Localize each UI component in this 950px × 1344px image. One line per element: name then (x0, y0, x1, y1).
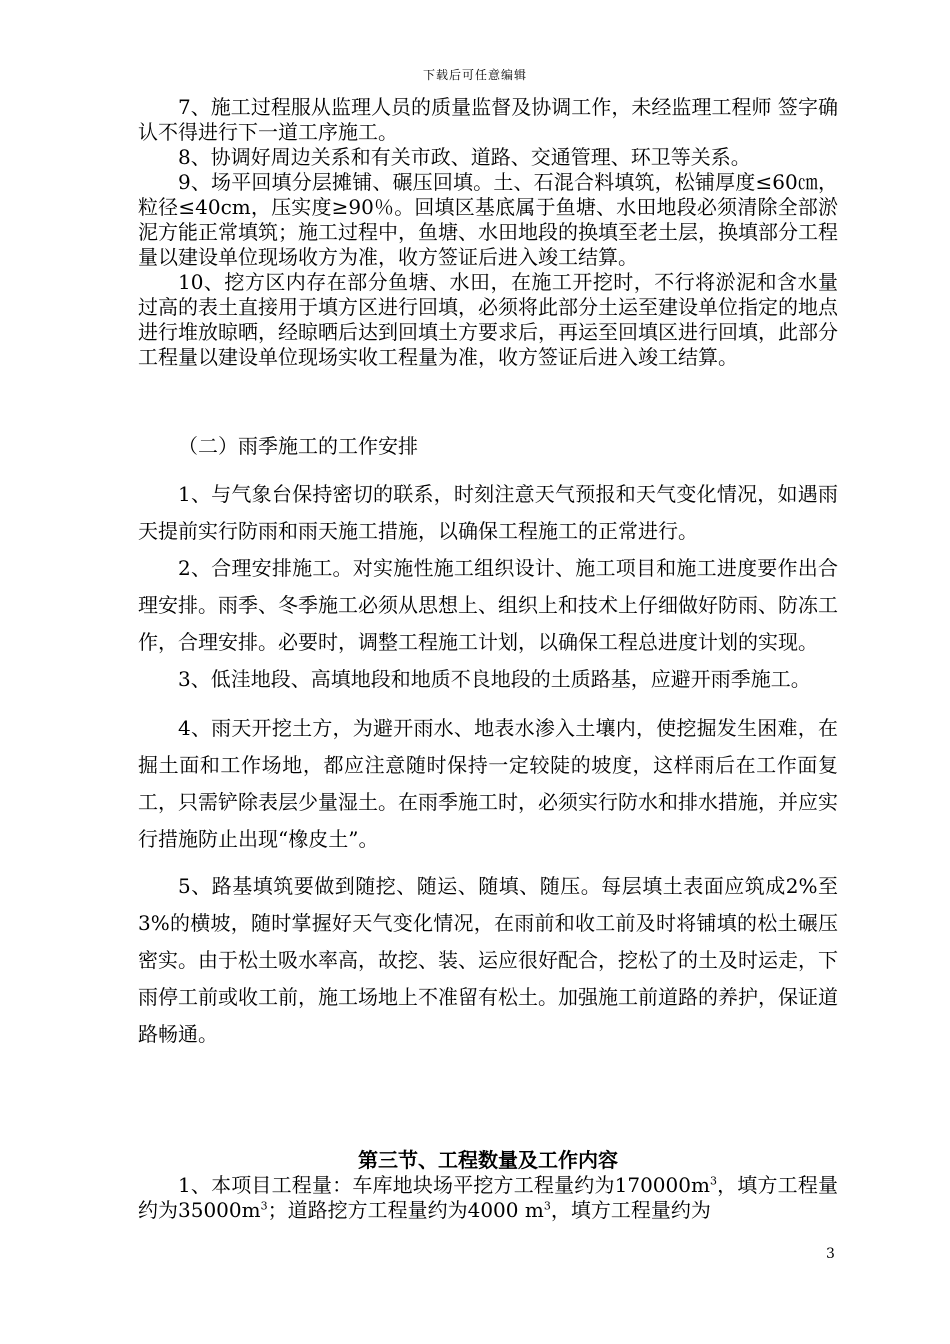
quantity-text-d: ，填方工程量约为 (550, 1198, 711, 1222)
superscript-3: 3 (543, 1199, 551, 1213)
paragraph-item-8: 8、协调好周边关系和有关市政、道路、交通管理、环卫等关系。 (178, 145, 751, 169)
rain-item-4: 4、雨天开挖土方，为避开雨水、地表水渗入土壤内，使挖掘发生困难，在掘土面和工作场地，都应注意随时保持一定较陡的坡度，这样雨后在工作面复工，只需铲除表层少量湿土。在雨季施工时，必须实行防水和排水措施，并应实行措施防止出现“橡皮土”。 (138, 716, 838, 851)
rain-item-1: 1、与气象台保持密切的联系，时刻注意天气预报和天气变化情况，如遇雨天提前实行防雨和雨天施工措施，以确保工程施工的正常进行。 (138, 482, 838, 543)
quantity-value-3: 4000 m (467, 1198, 544, 1222)
quantity-section (138, 1148, 838, 1223)
quantity-text-b: ，填方工程量约为 (138, 1173, 838, 1222)
superscript-3: 3 (709, 1174, 717, 1188)
page-body (138, 95, 838, 370)
rain-item-3: 3、低洼地段、高填地段和地质不良地段的土质路基，应避开雨季施工。 (178, 667, 811, 691)
quantity-value-1: 170000m (614, 1173, 710, 1197)
quantity-value-2: 35000m (178, 1198, 261, 1222)
header-note: 下载后可任意编辑 (422, 68, 527, 82)
quantity-text-a: 1、本项目工程量：车库地块场平挖方工程量约为 (178, 1173, 615, 1197)
section-title: 第三节、工程数量及工作内容 (358, 1148, 618, 1172)
page-number: 3 (826, 1246, 835, 1262)
sub-heading: （二）雨季施工的工作安排 (178, 434, 418, 458)
paragraph-item-7: 7、施工过程服从监理人员的质量监督及协调工作，未经监理工程师 签字确认不得进行下一道工序施工。 (138, 95, 838, 144)
quantity-item-1 (138, 1173, 838, 1223)
superscript-3: 3 (260, 1199, 268, 1213)
paragraph-item-10: 10、挖方区内存在部分鱼塘、水田，在施工开挖时，不行将淤泥和含水量过高的表土直接用于填方区进行回填，必须将此部分土运至建设单位指定的地点进行堆放晾晒，经晾晒后达到回填土方要求后，再运至回填区进行回填，此部分工程量以建设单位现场实收工程量为准，收方签证后进入竣工结算。 (138, 270, 838, 369)
rain-item-5: 5、路基填筑要做到随挖、随运、随填、随压。每层填土表面应筑成2%至3%的横坡，随时掌握好天气变化情况，在雨前和收工前及时将铺填的松土碾压密实。由于松土吸水率高，故挖、装、运应很好配合，挖松了的土及时运走，下雨停工前或收工前，施工场地上不准留有松土。加强施工前道路的养护，保证道路畅通。 (138, 874, 838, 1046)
rain-season-section (138, 434, 838, 1053)
quantity-text-c: ；道路挖方工程量约为 (267, 1198, 468, 1222)
rain-item-2: 2、合理安排施工。对实施性施工组织设计、施工项目和施工进度要作出合理安排。雨季、冬季施工必须从思想上、组织上和技术上仔细做好防雨、防冻工作，合理安排。必要时，调整工程施工计划，以确保工程总进度计划的实现。 (138, 556, 838, 654)
paragraph-item-9: 9、场平回填分层摊铺、碾压回填。土、石混合料填筑，松铺厚度≤60㎝，粒径≤40cm，压实度≥90％。回填区基底属于鱼塘、水田地段必须清除全部淤泥方能正常填筑；施工过程中，鱼塘、水田地段的换填至老土层，换填部分工程量以建设单位现场收方为准，收方签证后进入竣工结算。 (138, 170, 838, 269)
